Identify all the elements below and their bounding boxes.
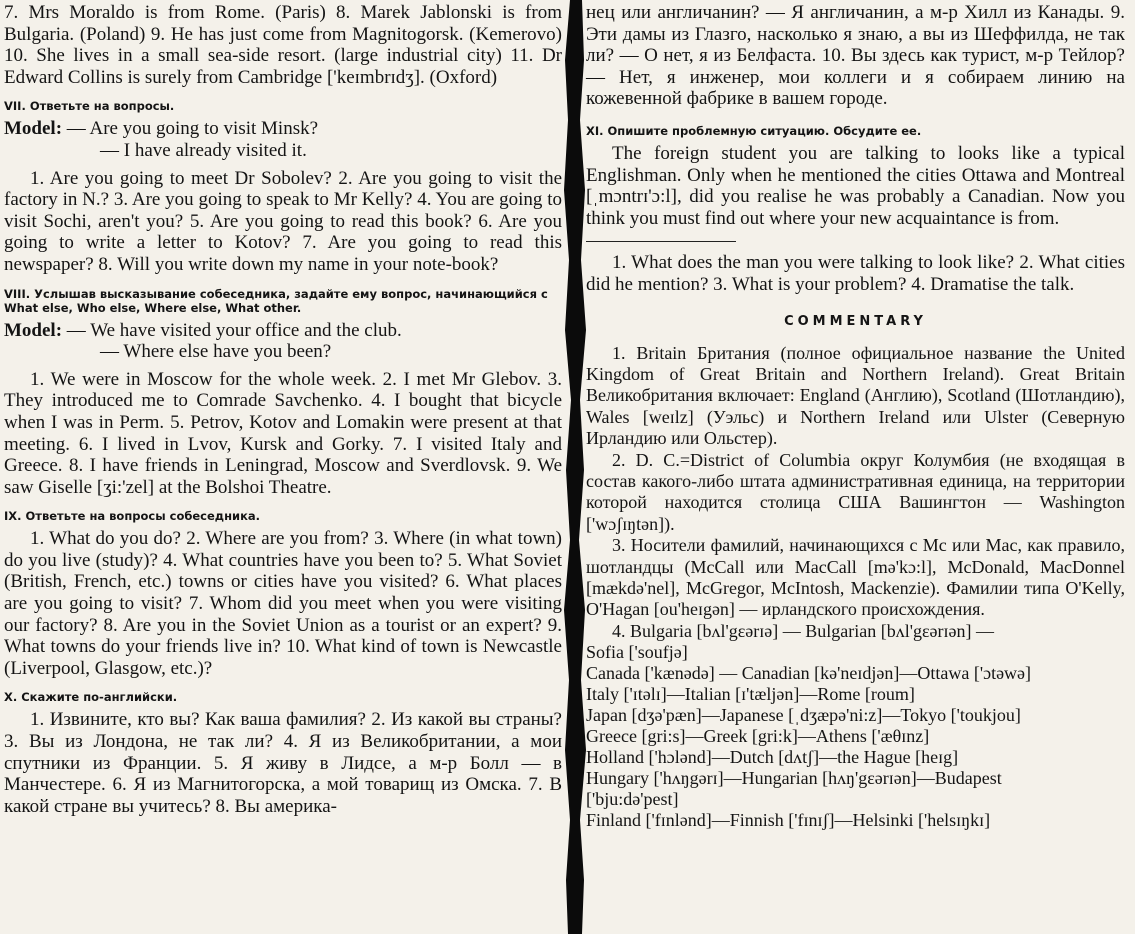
exercise-7-model (4, 118, 562, 161)
exercise-8-heading: VIII. Услышав высказывание собеседника, задайте ему вопрос, начинающийся с What else, Who else, Where else, What other. (4, 286, 548, 315)
vocab-line: Hungary ['hʌŋgərɪ]—Hungarian [hʌŋ'gɛərɪən]—Budapest (586, 767, 1002, 788)
exercise-7-heading: VII. Ответьте на вопросы. (4, 99, 175, 114)
exercise-8-body: 1. We were in Moscow for the whole week. 2. I met Mr Glebov. 3. They introduced me to Comrade Savchenko. 4. I bought that bicycle when I was in Perm. 5. Petrov, Kotov and Lomakin were present at that meeting. 6. I lived in Lvov, Kursk and Gorky. 7. I visited Italy and Greece. 8. I have friends in Leningrad, Moscow and Sverdlovsk. 9. We saw Giselle [ʒi:'zel] at the Bolshoi Theatre. (4, 368, 562, 498)
commentary-item-1: 1. Britain Британия (полное официальное название the United Kingdom of Great Britain and Northern Ireland). Great Britain Великобритания включает: England (Англию), Scotland (Шотландию), Wales [weɪlz] (Уэльс) и Northern Ireland или Ulster (Северную Ирландию или Ольстер). (586, 342, 1125, 449)
exercise-10-body: 1. Извините, кто вы? Как ваша фамилия? 2. Из какой вы страны? 3. Вы из Лондона, не так ли? 4. Я из Великобритании, а мои спутники из Франции. 5. Я живу в Лидсе, а м-р Болл — в Манчестере. 6. Я из Магнитогорска, а мой товарищ из Омска. 7. В какой стране вы учитесь? 8. Вы америка- (4, 709, 562, 817)
vocab-line: Canada ['kænədə] — Canadian [kə'neɪdjən]—Ottawa ['ɔtəwə] (586, 662, 1032, 683)
model-label: Model: (4, 319, 63, 341)
vocab-line: Greece [gri:s]—Greek [gri:k]—Athens ['æθɪnz] (586, 725, 930, 746)
vocab-line: ['bju:də'pest] (586, 788, 679, 809)
vocab-line: Finland ['fɪnlənd]—Finnish ['fɪnɪʃ]—Helsinki ['helsɪŋkɪ] (586, 809, 991, 830)
right-page (582, 0, 1135, 934)
exercise-11-heading: XI. Опишите проблемную ситуацию. Обсудите ее. (586, 123, 922, 138)
exercise-11-body: The foreign student you are talking to looks like a typical Englishman. Only when he mentioned the cities Ottawa and Montreal [ˌmɔntrɪ'ɔ:l], did you realise he was probably a Canadian. Now you think you must find out where your new acquaintance is from. (586, 142, 1125, 229)
vocab-line: Japan [dʒə'pæn]—Japanese [ˌdʒæpə'ni:z]—Tokyo ['toukjou] (586, 704, 1021, 725)
model-line: — We have visited your office and the club. (66, 319, 402, 341)
model-label: Model: (4, 118, 63, 140)
commentary-item-2: 2. D. C.=District of Columbia округ Колумбия (не входящая в состав какого-либо штата административная единица, на территории которой находится столица США Вашингтон — Washington ['wɔʃɪŋtən]). (586, 449, 1125, 534)
exercise-11-questions: 1. What does the man you were talking to look like? 2. What cities did he mention? 3. What is your problem? 4. Dramatise the talk. (586, 252, 1125, 295)
exercise-9-body: 1. What do you do? 2. Where are you from? 3. Where (in what town) do you live (study)? 4. What countries have you been to? 5. What Soviet (British, French, etc.) towns or cities have you visited? 6. What places are you going to visit? 7. Whom did you meet when you were visiting our factory? 8. Are you in the Soviet Union as a tourist or an expert? 9. What towns do your friends live in? 10. What kind of town is Newcastle (Liverpool, Glasgow, etc.)? (4, 528, 562, 679)
vocab-line: Holland ['hɔlənd]—Dutch [dʌtʃ]—the Hague [heɪg] (586, 746, 959, 767)
divider (586, 241, 736, 242)
vocab-line: Sofia ['soufjə] (586, 641, 688, 662)
commentary-title: COMMENTARY (784, 313, 927, 329)
model-line: — Are you going to visit Minsk? (66, 118, 319, 140)
commentary-item-4 (586, 621, 1125, 831)
commentary-item-3: 3. Носители фамилий, начинающихся с Mc или Mac, как правило, шотландцы (McCall или MacCall [mə'kɔ:l], McDonald, MacDonnel [mækdə'nel], McGregor, McIntosh, Mackenzie). Фамилии типа O'Kelly, O'Hagan [ou'heɪgən] — ирландского происхождения. (586, 535, 1125, 620)
vocab-line: Italy ['ɪtəlɪ]—Italian [ɪ'tæljən]—Rome [roum] (586, 683, 915, 704)
model-line: — I have already visited it. (100, 139, 307, 161)
exercise-8-model (4, 320, 562, 363)
exercise-7-body: 1. Are you going to meet Dr Sobolev? 2. Are you going to visit the factory in N.? 3. Are you going to speak to Mr Kelly? 4. You are going to visit Sochi, aren't you? 5. Are you going to read this book? 6. Are you going to write a letter to Kotov? 7. Are you going to read this newspaper? 8. Will you write down my name in your note-book? (4, 167, 562, 275)
exercise-10-tail: нец или англичанин? — Я англичанин, а м-р Хилл из Канады. 9. Эти дамы из Глазго, насколько я знаю, а вы из Шеффилда, не так ли? — О нет, я из Белфаста. 10. Вы здесь как турист, м-р Тейлор? — Нет, я инженер, мои коллеги и я собираем линию на кожевенной фабрике в вашем городе. (586, 2, 1125, 110)
model-line: — Where else have you been? (100, 341, 332, 363)
exercise-10-heading: X. Скажите по-английски. (4, 690, 178, 705)
exercise-9-heading: IX. Ответьте на вопросы собеседника. (4, 509, 261, 524)
torn-page-edge (562, 0, 588, 934)
exercise-6-tail: 7. Mrs Moraldo is from Rome. (Paris) 8. Marek Jablonski is from Bulgaria. (Poland) 9. He has just come from Magnitogorsk. (Kemerovo) 10. She lives in a small sea-side resort. (large industrial city) 11. Dr Edward Collins is surely from Cambridge ['keɪmbrɪdʒ]. (Oxford) (4, 2, 562, 88)
vocab-line: 4. Bulgaria [bʌl'gɛərɪə] — Bulgarian [bʌl'gɛərɪən] — (612, 620, 994, 641)
